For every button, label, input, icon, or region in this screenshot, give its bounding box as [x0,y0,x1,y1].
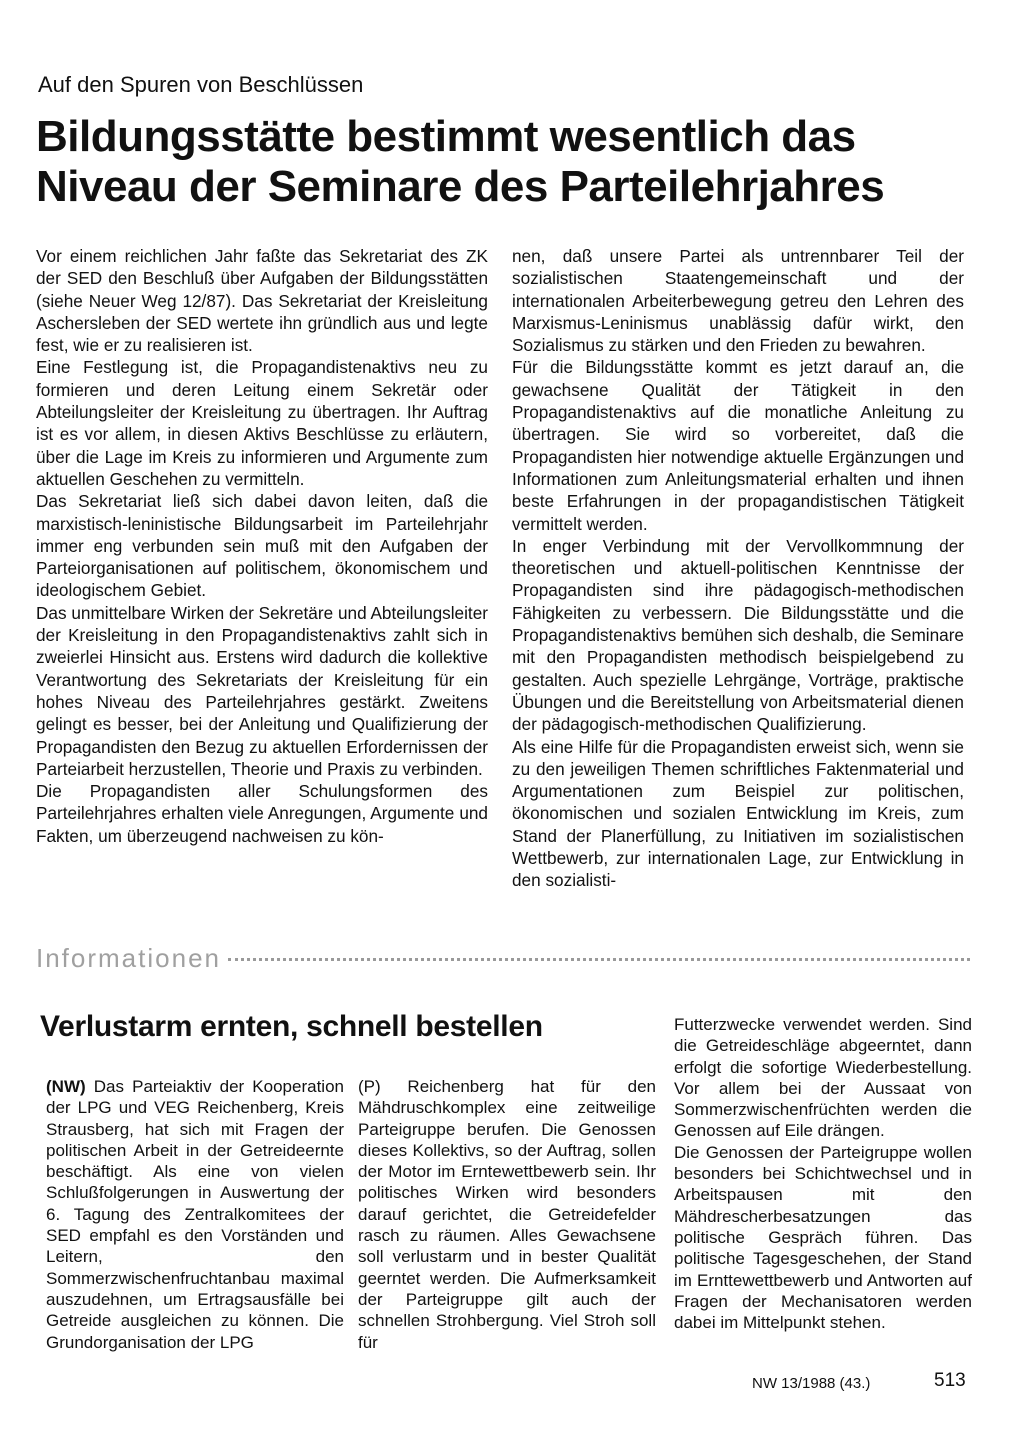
paragraph: Die Genossen der Parteigruppe wollen besonders bei Schichtwechsel und in Arbeitspausen mit den Mähdrescherbesatzungen das politische Gespräch führen. Das politische Tagesgeschehen, der Stand im Ernttewettbewerb und Antworten auf Fragen der Mechanisatoren werden dabei im Mittelpunkt stehen. [674,1142,972,1333]
paragraph: Das unmittelbare Wirken der Sekretäre und Abteilungsleiter der Kreisleitung in den Propagandistenaktivs zahlt sich in zweierlei Hinsicht aus. Erstens wird dadurch die kollektive Verantwortung des Sekretariats der Kreisleitung für ein hohes Niveau des Parteilehrjahres gestärkt. Zweitens gelingt es besser, bei der Anleitung und Qualifizierung der Propagandisten den Bezug zu aktuellen Erfordernissen der Parteiarbeit herzustellen, Theorie und Praxis zu verbinden. [36,602,488,779]
page-number: 513 [934,1370,966,1391]
news-column-1 [46,1076,344,1353]
kicker: Auf den Spuren von Beschlüssen [38,72,364,97]
section-label-informationen: Informationen [36,943,221,973]
news-column-2 [358,1076,656,1353]
news-column-3 [674,1014,972,1333]
paragraph [46,1076,344,1353]
paragraph: Vor einem reichlichen Jahr faßte das Sekretariat des ZK der SED den Beschluß über Aufgaben der Bildungsstätten (siehe Neuer Weg 12/87). Das Sekretariat der Kreisleitung Aschersleben der SED wertete ihn gründlich aus und legte fest, wie er zu realisieren ist. [36,246,488,356]
paragraph: Die Propagandisten aller Schulungsformen des Parteilehrjahres erhalten viele Anregungen, Argumente und Fakten, um überzeugend nachweisen zu kön- [36,781,488,846]
paragraph-text: Das Parteiaktiv der Kooperation der LPG und VEG Reichenberg, Kreis Strausberg, hat sich mit Fragen der politischen Arbeit in der Getreideernte beschäftigt. Als eine von vielen Schlußfolgerungen in Auswertung der 6. Tagung des Zentralkomitees der SED empfahl es den Vorständen und Leitern, den Sommerzwischenfruchtanbau maximal auszudehnen, um Ertragsausfälle bei Getreide ausgleichen zu können. Die Grundorganisation der LPG [46,1077,344,1352]
paragraph: Als eine Hilfe für die Propagandisten erweist sich, wenn sie zu den jeweiligen Themen schriftliches Faktenmaterial und Argumentationen zum Beispiel zur politischen, ökonomischen und sozialen Entwicklung im Kreis, zum Stand der Planerfüllung, zu Initiativen im sozialistischen Wettbewerb, zur internationalen Lage, zur Entwicklung in den sozialisti- [512,736,964,891]
paragraph: nen, daß unsere Partei als untrennbarer Teil der sozialistischen Staatengemeinschaft und der internationalen Arbeiterbewegung getreu den Lehren des Marxismus-Leninismus unablässig dafür wirkt, den Sozialismus zu stärken und den Frieden zu bewahren. [512,246,964,356]
paragraph: (P) Reichenberg hat für den Mähdruschkomplex eine zeitweilige Parteigruppe berufen. Die Genossen dieses Kollektivs, so der Auftrag, sollen der Motor im Erntewettbewerb sein. Ihr politisches Wirken wird besonders darauf gerichtet, die Getreidefelder rasch zu räumen. Alles Gewachsene soll verlustarm und in bester Qualität geerntet werden. Die Aufmerksamkeit der Parteigruppe gilt auch der schnellen Strohbergung. Viel Stroh soll für [358,1077,656,1352]
section-divider [228,958,970,961]
article-headline: Bildungsstätte bestimmt wesentlich das Niveau der Seminare des Parteilehrjahres [36,112,885,211]
paragraph: Futterzwecke verwendet werden. Sind die Getreideschläge abgeerntet, dann erfolgt die sofortige Wiederbestellung. Vor allem bei der Aussaat von Sommerzwischenfrüchten werden die Genossen auf Eile drängen. [674,1015,972,1141]
news-headline: Verlustarm ernten, schnell bestellen [40,1010,543,1043]
paragraph: Eine Festlegung ist, die Propagandistenaktivs neu zu formieren und deren Leitung einem Sekretär oder Abteilungsleiter der Kreisleitung zu übertragen. Ihr Auftrag ist es vor allem, in diesen Aktivs Beschlüsse zu erläutern, über die Lage im Kreis zu informieren und Argumente zum aktuellen Geschehen zu vermitteln. [36,357,488,489]
paragraph: In enger Verbindung mit der Vervollkommnung der theoretischen und aktuell-politischen Kenntnisse der Propagandisten sind ihre pädagogisch-methodischen Fähigkeiten zu verbessern. Die Bildungsstätte und die Propagandistenaktivs bemühen sich deshalb, die Seminare mit den Propagandisten methodisch beispielgebend zu gestalten. Auch spezielle Lehrgänge, Vorträge, praktische Übungen und die Bereitstellung von Arbeitsmaterial dienen der pädagogisch-methodischen Qualifizierung. [512,535,964,735]
paragraph: Für die Bildungsstätte kommt es jetzt darauf an, die gewachsene Qualität der Tätigkeit in den Propagandistenaktivs auf die monatliche Anleitung zu übertragen. Sie wird so vorbereitet, daß die Propagandisten hier notwendige aktuelle Ergänzungen und Informationen zum Anleitungsmaterial erhalten und ihnen beste Erfahrungen in der propagandistischen Tätigkeit vermittelt werden. [512,357,964,534]
article-column-left [36,245,488,847]
paragraph: Das Sekretariat ließ sich dabei davon leiten, daß die marxistisch-leninistische Bildungsarbeit im Parteilehrjahr immer eng verbunden sein muß mit den Aufgaben der Parteiorganisationen auf politischem, ökonomischem und ideologischem Gebiet. [36,491,488,601]
article-column-right [512,245,964,892]
agency-tag: (NW) [46,1077,86,1096]
issue-reference: NW 13/1988 (43.) [752,1375,871,1392]
